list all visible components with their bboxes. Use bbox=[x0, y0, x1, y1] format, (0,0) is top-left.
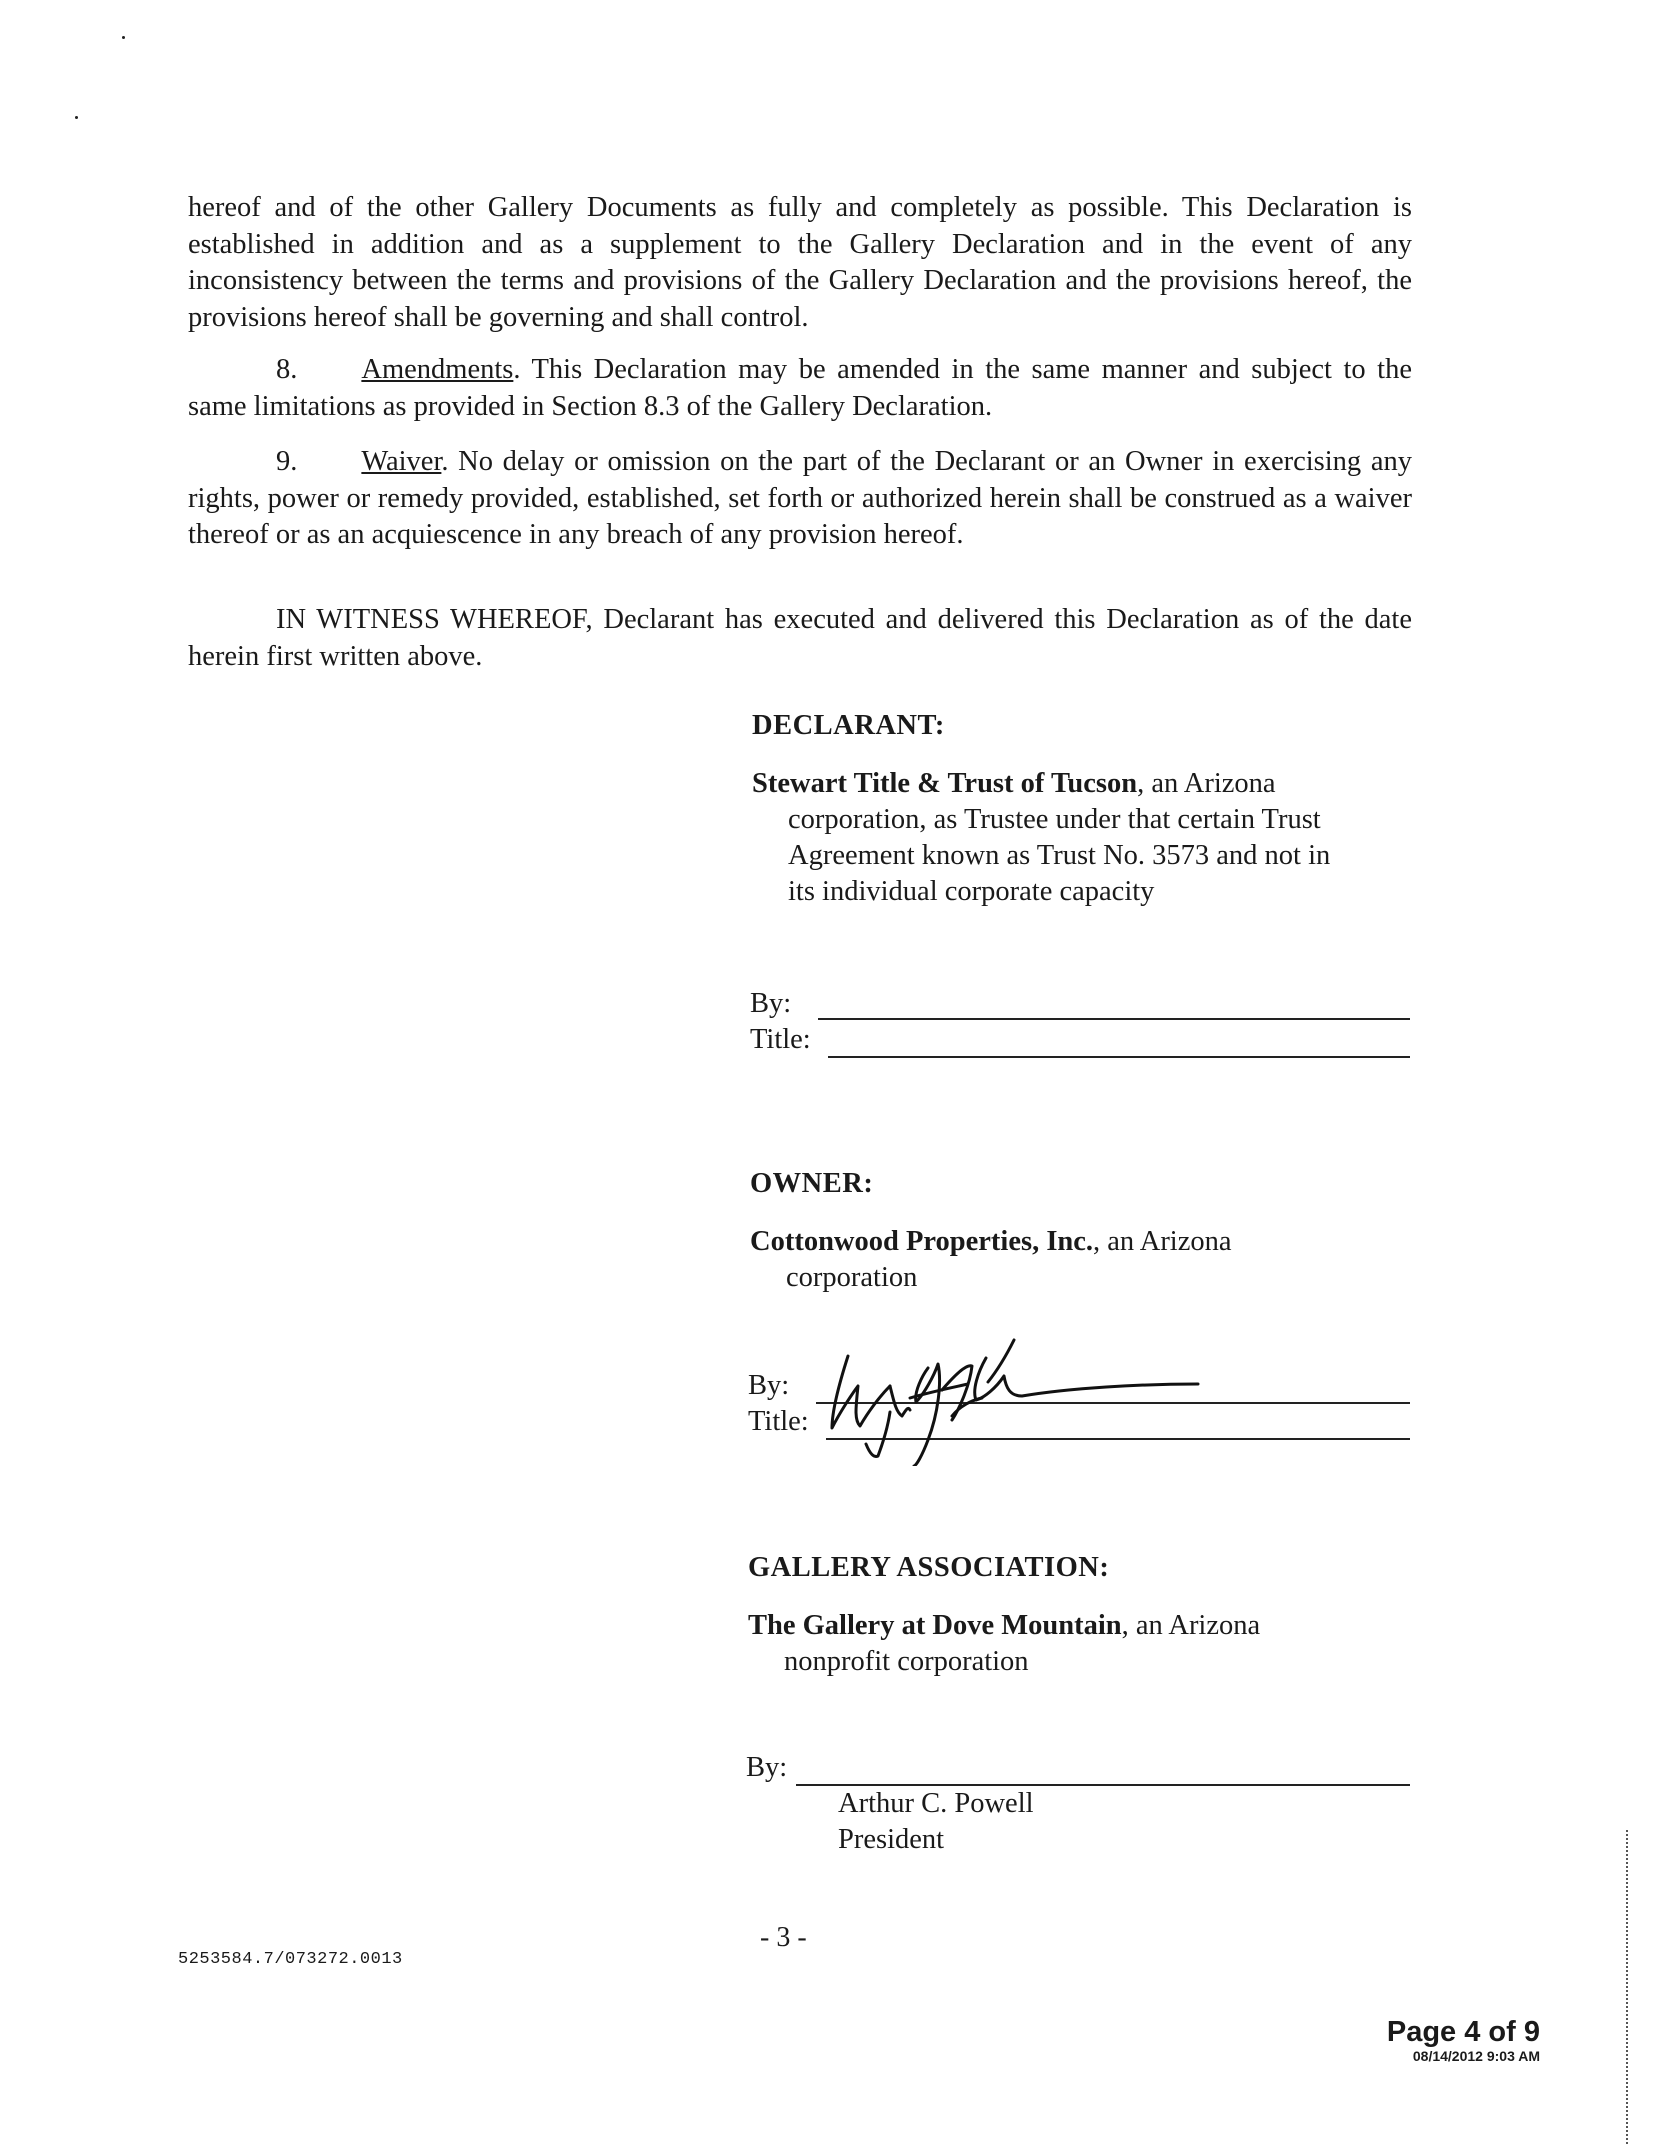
document-id: 5253584.7/073272.0013 bbox=[178, 1950, 403, 1969]
declarant-entity-desc: , an Arizona bbox=[1137, 768, 1276, 799]
declarant-entity bbox=[752, 766, 1432, 802]
scan-speck bbox=[75, 116, 78, 119]
page-number: - 3 - bbox=[760, 1922, 807, 1953]
declarant-entity-name: Stewart Title & Trust of Tucson bbox=[752, 768, 1138, 799]
owner-heading: OWNER: bbox=[750, 1168, 874, 1199]
declarant-entity-desc: corporation, as Trustee under that certain Trust bbox=[788, 804, 1321, 835]
witness-text: IN WITNESS WHEREOF, Declarant has executed and delivered this Declaration as of the date herein first written above. bbox=[188, 604, 1412, 672]
owner-title-row bbox=[748, 1406, 809, 1438]
declarant-title-line bbox=[828, 1056, 1410, 1058]
association-signer bbox=[838, 1786, 1034, 1858]
declarant-entity-desc: Agreement known as Trust No. 3573 and not in bbox=[788, 840, 1331, 871]
declarant-by-line bbox=[818, 1018, 1410, 1020]
declarant-block bbox=[752, 708, 1432, 910]
paragraph-9 bbox=[188, 444, 1412, 554]
association-entity-desc: nonprofit corporation bbox=[784, 1646, 1029, 1677]
title-label: Title: bbox=[750, 1024, 811, 1055]
association-heading: GALLERY ASSOCIATION: bbox=[748, 1552, 1110, 1583]
section-heading-waiver: Waiver bbox=[361, 446, 442, 477]
paragraph-7-continued bbox=[188, 190, 1412, 336]
owner-block bbox=[750, 1166, 1430, 1296]
title-label: Title: bbox=[748, 1406, 809, 1437]
declarant-entity-desc: its individual corporate capacity bbox=[788, 876, 1155, 907]
by-label: By: bbox=[748, 1370, 790, 1401]
paragraph-number: 9. bbox=[276, 446, 298, 477]
paragraph-text: . This Declaration may be amended in the same manner and subject to the same limitations as provided in Section 8.3 of the Gallery Declaration. bbox=[188, 354, 1412, 422]
fax-page-count: Page 4 of 9 bbox=[1386, 2016, 1540, 2048]
association-entity bbox=[748, 1608, 1448, 1644]
fax-header bbox=[1387, 2016, 1540, 2064]
owner-entity-desc: , an Arizona bbox=[1093, 1226, 1232, 1257]
association-block bbox=[748, 1550, 1448, 1680]
paragraph-8 bbox=[188, 352, 1412, 425]
by-label: By: bbox=[750, 988, 792, 1019]
by-label: By: bbox=[746, 1752, 788, 1783]
owner-entity bbox=[750, 1224, 1430, 1260]
paragraph-number: 8. bbox=[276, 354, 298, 385]
paragraph-text: hereof and of the other Gallery Documents as fully and completely as possible. This Declaration is established in addition and as a supplement to the Gallery Declaration and in the event of any inconsistency between the terms and provisions of the Gallery Declaration and the provisions hereof, the provisions hereof shall be governing and shall control. bbox=[188, 192, 1412, 333]
paragraph-text: . No delay or omission on the part of the Declarant or an Owner in exercising any rights, power or remedy provided, established, set forth or authorized herein shall be construed as a waiver thereof or as an acquiescence in any breach of any provision hereof. bbox=[188, 446, 1412, 550]
fax-timestamp: 08/14/2012 9:03 AM bbox=[1412, 2048, 1540, 2064]
owner-by-row bbox=[748, 1370, 789, 1402]
section-heading-amendments: Amendments bbox=[361, 354, 514, 385]
owner-entity-name: Cottonwood Properties, Inc. bbox=[750, 1226, 1094, 1257]
scan-speck bbox=[122, 36, 125, 39]
signer-name: Arthur C. Powell bbox=[838, 1788, 1034, 1819]
association-entity-desc: , an Arizona bbox=[1121, 1610, 1261, 1641]
owner-entity-desc: corporation bbox=[786, 1262, 918, 1293]
signer-title: President bbox=[838, 1824, 945, 1855]
association-by-row bbox=[746, 1752, 787, 1784]
scan-edge bbox=[1626, 1830, 1628, 2144]
declarant-heading: DECLARANT: bbox=[752, 710, 945, 741]
witness-clause bbox=[188, 602, 1412, 675]
declarant-by-row bbox=[750, 988, 791, 1020]
declarant-title-row bbox=[750, 1024, 811, 1056]
association-entity-name: The Gallery at Dove Mountain bbox=[748, 1610, 1122, 1641]
owner-signature bbox=[810, 1316, 1310, 1466]
